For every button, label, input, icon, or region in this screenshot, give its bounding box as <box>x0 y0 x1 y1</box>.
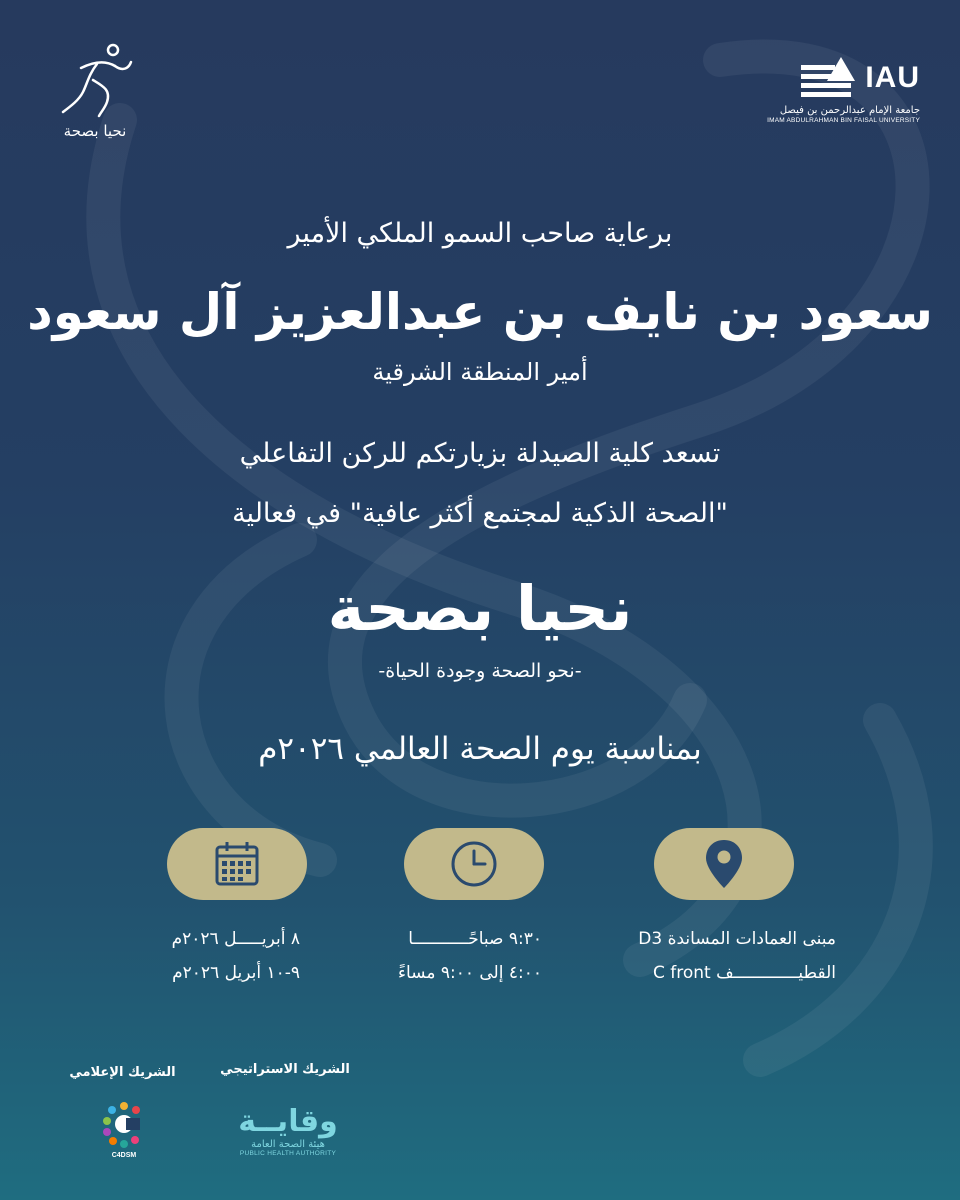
date-line-1: ٨ أبريـــــل ٢٠٢٦م <box>171 929 300 949</box>
media-partner-name: C4DSM <box>111 1152 137 1159</box>
iau-emblem-icon <box>797 55 859 101</box>
location-line-1: مبنى العمادات المساندة D3 <box>638 929 836 949</box>
location-pill <box>654 828 794 900</box>
date-info <box>170 922 300 990</box>
runner-icon <box>53 40 137 120</box>
strategic-partner-label: الشريك الاستراتيجي <box>220 1062 350 1077</box>
prince-name: سعود بن نايف بن عبدالعزيز آل سعود <box>27 283 933 341</box>
media-partner-emblem-icon <box>100 1100 148 1148</box>
iau-name-english: IMAM ABDULRAHMAN BIN FAISAL UNIVERSITY <box>767 117 920 124</box>
time-info <box>398 922 542 990</box>
calendar-icon <box>211 838 263 890</box>
location-info <box>608 922 836 990</box>
media-partner-logo <box>98 1100 150 1159</box>
iau-name-arabic: جامعة الإمام عبدالرحمن بن فيصل <box>779 105 920 116</box>
patronage-line: برعاية صاحب السمو الملكي الأمير <box>287 218 673 249</box>
time-pill <box>404 828 544 900</box>
prince-title: أمير المنطقة الشرقية <box>372 358 588 386</box>
clock-icon <box>448 838 500 890</box>
event-name: نحيا بصحة <box>327 572 633 645</box>
time-line-2: ٤:٠٠ إلى ٩:٠٠ مساءً <box>398 963 542 983</box>
location-line-2: القطيـــــــــــــف C front <box>652 963 836 983</box>
media-partner-label: الشريك الإعلامي <box>69 1065 176 1080</box>
invite-line-2: "الصحة الذكية لمجتمع أكثر عافية" في فعالية <box>232 498 728 529</box>
wiqaya-name: وقايــة <box>238 1104 338 1139</box>
time-line-1: ٩:٣٠ صباحًـــــــــــا <box>408 929 542 949</box>
wiqaya-subtitle-ar: هيئة الصحة العامة <box>251 1139 325 1150</box>
wiqaya-subtitle-en: PUBLIC HEALTH AUTHORITY <box>239 1150 337 1157</box>
invite-line-1: تسعد كلية الصيدلة بزيارتكم للركن التفاعلي <box>239 438 721 469</box>
location-pin-icon <box>703 838 745 890</box>
wiqaya-logo <box>228 1105 348 1157</box>
nahya-logo-caption: نحيا بصحة <box>63 122 127 140</box>
nahya-bisiha-logo <box>40 40 150 140</box>
iau-acronym: IAU <box>865 61 920 94</box>
event-occasion: بمناسبة يوم الصحة العالمي ٢٠٢٦م <box>258 731 702 767</box>
iau-logo <box>760 55 920 124</box>
event-tagline: -نحو الصحة وجودة الحياة- <box>378 660 582 682</box>
date-line-2: ٩-١٠ أبريل ٢٠٢٦م <box>172 963 300 983</box>
date-pill <box>167 828 307 900</box>
